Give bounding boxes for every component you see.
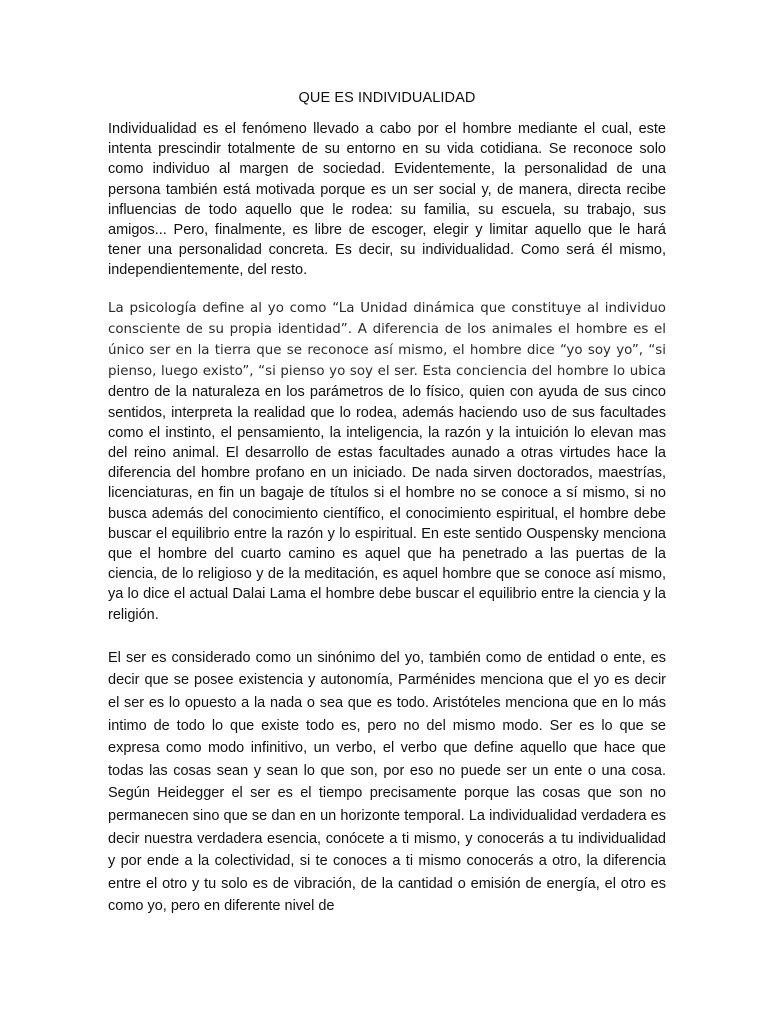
document-title: QUE ES INDIVIDUALIDAD (298, 90, 476, 106)
paragraph-el-ser: El ser es considerado como un sinónimo del yo, también como de entidad o ente, es decir que se posee existencia y autonomía, Parménides menciona que el yo es decir el ser es lo opuesto a la nada o sea que es todo. Aristóteles menciona que en lo más intimo de todo lo que existe todo es, pero no del mismo modo. Ser es lo que se expresa como modo infinitivo, un verbo, el verbo que define aquello que hace que todas las cosas sean y sean lo que son, por eso no puede ser un ente o una cosa. Según Heidegger el ser es el tiempo precisamente porque las cosas que son no permanecen sino que se dan en un horizonte temporal. La individualidad verdadera es decir nuestra verdadera esencia, conócete a ti mismo, y conocerás a tu individualidad y por ende a la colectividad, si te conoces a ti mismo conocerás a otro, la diferencia entre el otro y tu solo es de vibración, de la cantidad o emisión de energía, el otro es como yo, pero en diferente nivel de (108, 649, 666, 915)
paragraph-psicologia-body: dentro de la naturaleza en los parámetros de lo físico, quien con ayuda de sus cinco sentidos, interpreta la realidad que lo rodea, además haciendo uso de sus facultades como el instinto, el pensamiento, la inteligencia, la razón y la intuición lo elevan mas del reino animal. El desarrollo de estas facultades aunado a otras virtudes hace la diferencia del hombre profano en un iniciado. De nada sirven doctorados, maestrías, licenciaturas, en fin un bagaje de títulos si el hombre no se conoce a sí mismo, si no busca además del conocimiento científico, el conocimiento espiritual, el hombre debe buscar el equilibrio entre la razón y lo espiritual. En este sentido Ouspensky menciona que el hombre del cuarto camino es aquel que ha penetrado a las puertas de la ciencia, de lo religioso y de la meditación, es aquel hombre que se conoce así mismo, ya lo dice el actual Dalai Lama el hombre debe buscar el equilibrio entre la ciencia y la religión. (108, 384, 666, 623)
paragraph-psicologia-lead: La psicología define al yo como “La Unidad dinámica que constituye al individuo consciente de su propia identidad”. A diferencia de los animales el hombre es el único ser en la tierra que se reconoce así mismo, el hombre dice “yo soy yo”, “si pienso, luego existo”, “si pienso yo soy el ser. Esta conciencia del hombre lo ubica (108, 300, 666, 380)
paragraph-psicologia (108, 298, 666, 625)
paragraph-individualidad: Individualidad es el fenómeno llevado a cabo por el hombre mediante el cual, este intenta prescindir totalmente de su entorno en su vida cotidiana. Se reconoce solo como individuo al margen de sociedad. Evidentemente, la personalidad de una persona también está motivada porque es un ser social y, de manera, directa recibe influencias de todo aquello que le rodea: su familia, su escuela, su trabajo, sus amigos... Pero, finalmente, es libre de escoger, elegir y limitar aquello que le hará tener una personalidad concreta. Es decir, su individualidad. Como será él mismo, independientemente, del resto. (108, 121, 666, 279)
